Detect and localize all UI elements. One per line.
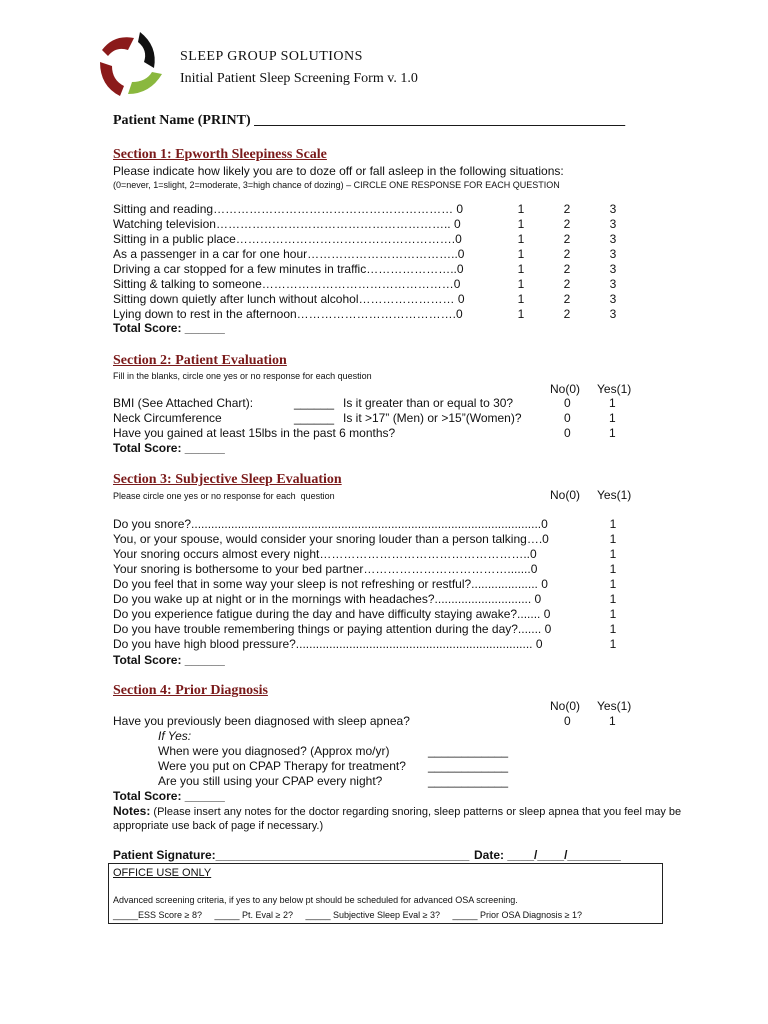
ess-row: [113, 247, 633, 262]
subjective-row: [113, 517, 633, 532]
ess-row: [113, 277, 633, 292]
followup-diagnosed: When were you diagnosed? (Approx mo/yr): [158, 744, 390, 758]
ess-row: [113, 262, 633, 277]
neck-question: Is it >17” (Men) or >15”(Women)?: [343, 411, 522, 425]
ess-row: [113, 217, 633, 232]
ess-option-opt1[interactable]: 1: [517, 277, 525, 291]
subjective-row: [113, 592, 633, 607]
ess-option-opt2[interactable]: 2: [563, 247, 571, 261]
bmi-question: Is it greater than or equal to 30?: [343, 396, 514, 410]
section4-yes-header: Yes(1): [597, 699, 632, 713]
section4-total[interactable]: Total Score: ______: [113, 789, 225, 803]
ess-option-opt2[interactable]: 2: [563, 262, 571, 276]
notes-label: Notes:: [113, 804, 151, 818]
ess-option-opt3[interactable]: 3: [609, 307, 617, 321]
ess-option-opt2[interactable]: 2: [563, 232, 571, 246]
subjective-question[interactable]: Do you have trouble remembering things or paying attention during the day?....... 0: [113, 622, 552, 636]
section3-instruction: Please circle one yes or no response for each question: [113, 491, 335, 501]
notes-text2: appropriate use back of page if necessary.): [113, 820, 324, 832]
subjective-yes[interactable]: 1: [609, 592, 617, 606]
section3-title: Section 3: Subjective Sleep Evaluation: [113, 472, 342, 487]
ess-question[interactable]: Lying down to rest in the afternoon………………………………….0: [113, 307, 463, 321]
followup-still-using: Are you still using your CPAP every night?: [158, 774, 383, 788]
subjective-row: [113, 532, 633, 547]
ess-question[interactable]: Watching television………………………………………………….. 0: [113, 217, 461, 231]
org-name: SLEEP GROUP SOLUTIONS: [180, 49, 363, 64]
ess-option-opt1[interactable]: 1: [517, 247, 525, 261]
subjective-row: [113, 547, 633, 562]
company-logo: [94, 28, 166, 100]
neck-yes[interactable]: 1: [609, 411, 616, 425]
ess-row: [113, 307, 633, 322]
neck-blank[interactable]: ______: [294, 411, 335, 425]
bmi-yes[interactable]: 1: [609, 396, 616, 410]
subjective-row: [113, 562, 633, 577]
ess-question[interactable]: Sitting & talking to someone…………………………………………0: [113, 277, 461, 291]
date-field[interactable]: Date: ____/____/________: [474, 848, 621, 862]
ess-option-opt2[interactable]: 2: [563, 307, 571, 321]
apnea-question: Have you previously been diagnosed with sleep apnea?: [113, 714, 410, 728]
ess-option-opt3[interactable]: 3: [609, 217, 617, 231]
ess-option-opt3[interactable]: 3: [609, 232, 617, 246]
section1-total[interactable]: Total Score: ______: [113, 321, 225, 335]
if-yes-label: If Yes:: [158, 729, 192, 743]
ess-option-opt1[interactable]: 1: [517, 307, 525, 321]
section2-title: Section 2: Patient Evaluation: [113, 353, 287, 368]
subjective-question[interactable]: Your snoring is bothersome to your bed partner……………………………….......0: [113, 562, 538, 576]
logo-red-arc: [102, 37, 134, 56]
bmi-no[interactable]: 0: [564, 396, 571, 410]
ess-row: [113, 292, 633, 307]
neck-label: Neck Circumference: [113, 411, 222, 425]
bmi-blank[interactable]: ______: [294, 396, 335, 410]
section2-no-header: No(0): [550, 382, 581, 396]
ess-option-opt1[interactable]: 1: [517, 202, 525, 216]
subjective-yes[interactable]: 1: [609, 637, 617, 651]
form-title: Initial Patient Sleep Screening Form v. 1.0: [180, 71, 418, 86]
section1-scale: (0=never, 1=slight, 2=moderate, 3=high chance of dozing) – CIRCLE ONE RESPONSE FOR EACH QUESTION: [113, 180, 560, 190]
patient-signature[interactable]: Patient Signature:______________________________________: [113, 848, 470, 862]
bmi-label: BMI (See Attached Chart):: [113, 396, 254, 410]
section2-instruction: Fill in the blanks, circle one yes or no response for each question: [113, 371, 372, 381]
subjective-question[interactable]: Do you wake up at night or in the mornings with headaches?............................. 0: [113, 592, 542, 606]
neck-no[interactable]: 0: [564, 411, 571, 425]
notes-line1: [113, 804, 681, 818]
ess-option-opt1[interactable]: 1: [517, 217, 525, 231]
ess-question[interactable]: Sitting and reading…………………………………………………… 0: [113, 202, 464, 216]
ess-option-opt3[interactable]: 3: [609, 292, 617, 306]
subjective-question[interactable]: Do you snore?.........................................................................................................0: [113, 517, 548, 531]
subjective-question[interactable]: Your snoring occurs almost every night……………………………………………..0: [113, 547, 537, 561]
weight-no[interactable]: 0: [564, 426, 571, 440]
logo-red-arc-lower: [100, 62, 124, 96]
notes-text1: (Please insert any notes for the doctor regarding snoring, sleep patterns or sleep apnea that you feel may be: [150, 806, 682, 818]
subjective-yes[interactable]: 1: [609, 532, 617, 546]
ess-option-opt1[interactable]: 1: [517, 292, 525, 306]
subjective-yes[interactable]: 1: [609, 607, 617, 621]
subjective-question[interactable]: Do you experience fatigue during the day and have difficulty staying awake?....... 0: [113, 607, 551, 621]
subjective-yes[interactable]: 1: [609, 562, 617, 576]
subjective-yes[interactable]: 1: [609, 622, 617, 636]
apnea-yes[interactable]: 1: [609, 714, 616, 728]
ess-option-opt2[interactable]: 2: [563, 292, 571, 306]
apnea-no[interactable]: 0: [564, 714, 571, 728]
ess-question[interactable]: Sitting in a public place……………………………………………….0: [113, 232, 462, 246]
ess-option-opt3[interactable]: 3: [609, 262, 617, 276]
subjective-row: [113, 622, 633, 637]
subjective-question[interactable]: Do you feel that in some way your sleep is not refreshing or restful?.................... 0: [113, 577, 548, 591]
subjective-row: [113, 577, 633, 592]
subjective-question[interactable]: Do you have high blood pressure?....................................................................... 0: [113, 637, 543, 651]
ess-question[interactable]: Driving a car stopped for a few minutes in traffic…………………..0: [113, 262, 464, 276]
subjective-row: [113, 637, 633, 652]
followup-still-using-blank[interactable]: ____________: [428, 774, 509, 788]
ess-option-opt2[interactable]: 2: [563, 202, 571, 216]
office-use-title: OFFICE USE ONLY: [113, 867, 212, 879]
section1-title: Section 1: Epworth Sleepiness Scale: [113, 147, 327, 162]
ess-option-opt3[interactable]: 3: [609, 247, 617, 261]
office-use-criteria[interactable]: _____ESS Score ≥ 8? _____ Pt. Eval ≥ 2? _____ Subjective Sleep Eval ≥ 3? _____ Prior OSA Diagnosis ≥ 1?: [113, 910, 583, 920]
ess-option-opt3[interactable]: 3: [609, 277, 617, 291]
weight-question: Have you gained at least 15lbs in the past 6 months?: [113, 426, 396, 440]
subjective-yes[interactable]: 1: [609, 517, 617, 531]
patient-name-line[interactable]: Patient Name (PRINT) _____________________________________________________: [113, 113, 626, 128]
logo-green-arc: [128, 72, 162, 94]
weight-yes[interactable]: 1: [609, 426, 616, 440]
section4-title: Section 4: Prior Diagnosis: [113, 683, 268, 698]
subjective-yes[interactable]: 1: [609, 547, 617, 561]
ess-option-opt2[interactable]: 2: [563, 217, 571, 231]
ess-option-opt1[interactable]: 1: [517, 232, 525, 246]
ess-question[interactable]: As a passenger in a car for one hour………………………………..0: [113, 247, 465, 261]
subjective-question[interactable]: You, or your spouse, would consider your snoring louder than a person talking….0: [113, 532, 549, 546]
followup-diagnosed-blank[interactable]: ____________: [428, 744, 509, 758]
section2-yes-header: Yes(1): [597, 382, 632, 396]
ess-option-opt1[interactable]: 1: [517, 262, 525, 276]
section3-total[interactable]: Total Score: ______: [113, 653, 225, 667]
section2-total[interactable]: Total Score: ______: [113, 441, 225, 455]
ess-row: [113, 232, 633, 247]
office-use-box: [108, 863, 663, 924]
ess-option-opt2[interactable]: 2: [563, 277, 571, 291]
followup-cpap: Were you put on CPAP Therapy for treatment?: [158, 759, 406, 773]
section3-no-header: No(0): [550, 488, 581, 502]
logo-black-arc: [138, 32, 155, 68]
subjective-row: [113, 607, 633, 622]
followup-cpap-blank[interactable]: ____________: [428, 759, 509, 773]
ess-option-opt3[interactable]: 3: [609, 202, 617, 216]
section1-instruction: Please indicate how likely you are to doze off or fall asleep in the following situations:: [113, 164, 564, 178]
ess-question[interactable]: Sitting down quietly after lunch without alcohol…………………… 0: [113, 292, 465, 306]
section4-no-header: No(0): [550, 699, 581, 713]
subjective-yes[interactable]: 1: [609, 577, 617, 591]
section3-yes-header: Yes(1): [597, 488, 632, 502]
ess-row: [113, 202, 633, 217]
office-use-text: Advanced screening criteria, if yes to any below pt should be scheduled for advanced OSA screening.: [113, 895, 518, 905]
